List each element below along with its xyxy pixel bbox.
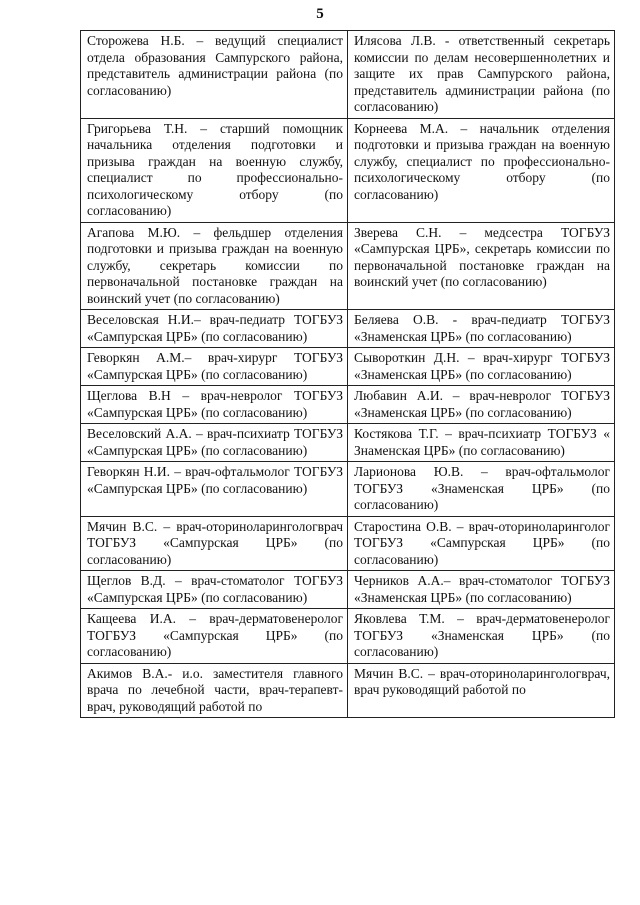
member-cell-reserve: Илясова Л.В. - ответственный секретарь комиссии по делам несовершеннолетних и защите их прав Сампурского района, представитель администрации района (по согласованию): [348, 31, 615, 119]
table-row: [81, 310, 615, 348]
member-cell-primary: Агапова М.Ю. – фельдшер отделения подготовки и призыва граждан на военную службу, секретарь комиссии по первоначальной постановке граждан на воинский учет (по согласованию): [81, 222, 348, 310]
member-cell-reserve: Яковлева Т.М. – врач-дерматовенеролог ТОГБУЗ «Знаменская ЦРБ» (по согласованию): [348, 609, 615, 664]
table-row: [81, 386, 615, 424]
table-row: [81, 609, 615, 664]
table-row: [81, 663, 615, 718]
table-row: [81, 571, 615, 609]
member-cell-primary: Щеглова В.Н – врач-невролог ТОГБУЗ «Сампурская ЦРБ» (по согласованию): [81, 386, 348, 424]
member-cell-reserve: Корнеева М.А. – начальник отделения подготовки и призыва граждан на военную службу, специалист по профессионально-психологическому отбору (по согласованию): [348, 118, 615, 222]
commission-members-table: [80, 30, 615, 718]
member-cell-primary: Сторожева Н.Б. – ведущий специалист отдела образования Сампурского района, представитель администрации района (по согласованию): [81, 31, 348, 119]
member-cell-primary: Щеглов В.Д. – врач-стоматолог ТОГБУЗ «Сампурская ЦРБ» (по согласованию): [81, 571, 348, 609]
member-cell-primary: Кащеева И.А. – врач-дерматовенеролог ТОГБУЗ «Сампурская ЦРБ» (по согласованию): [81, 609, 348, 664]
member-cell-reserve: Ларионова Ю.В. – врач-офтальмолог ТОГБУЗ «Знаменская ЦРБ» (по согласованию): [348, 462, 615, 517]
table-row: [81, 424, 615, 462]
table-row: [81, 31, 615, 119]
member-cell-primary: Акимов В.А.- и.о. заместителя главного врача по лечебной части, врач-терапевт-врач, руководящий работой по: [81, 663, 348, 718]
member-cell-primary: Мячин В.С. – врач-оториноларингологврач ТОГБУЗ «Сампурская ЦРБ» (по согласованию): [81, 516, 348, 571]
member-cell-primary: Геворкян Н.И. – врач-офтальмолог ТОГБУЗ «Сампурская ЦРБ» (по согласованию): [81, 462, 348, 517]
member-cell-primary: Геворкян А.М.– врач-хирург ТОГБУЗ «Сампурская ЦРБ» (по согласованию): [81, 348, 348, 386]
member-cell-primary: Григорьева Т.Н. – старший помощник начальника отделения подготовки и призыва граждан на военную службу, специалист по профессионально-психологическому отбору (по согласованию): [81, 118, 348, 222]
member-cell-reserve: Любавин А.И. – врач-невролог ТОГБУЗ «Знаменская ЦРБ» (по согласованию): [348, 386, 615, 424]
member-cell-primary: Веселовская Н.И.– врач-педиатр ТОГБУЗ «Сампурская ЦРБ» (по согласованию): [81, 310, 348, 348]
table-row: [81, 462, 615, 517]
member-cell-reserve: Черников А.А.– врач-стоматолог ТОГБУЗ «Знаменская ЦРБ» (по согласованию): [348, 571, 615, 609]
member-cell-reserve: Зверева С.Н. – медсестра ТОГБУЗ «Сампурская ЦРБ», секретарь комиссии по первоначальной постановке граждан на воинский учет (по согласованию): [348, 222, 615, 310]
member-cell-reserve: Беляева О.В. - врач-педиатр ТОГБУЗ «Знаменская ЦРБ» (по согласованию): [348, 310, 615, 348]
table-row: [81, 118, 615, 222]
member-cell-reserve: Костякова Т.Г. – врач-психиатр ТОГБУЗ « Знаменская ЦРБ» (по согласованию): [348, 424, 615, 462]
member-cell-reserve: Сывороткин Д.Н. – врач-хирург ТОГБУЗ «Знаменская ЦРБ» (по согласованию): [348, 348, 615, 386]
table-row: [81, 516, 615, 571]
page-number: 5: [316, 6, 324, 22]
member-cell-reserve: Мячин В.С. – врач-оториноларингологврач, врач руководящий работой по: [348, 663, 615, 718]
table-row: [81, 222, 615, 310]
table-row: [81, 348, 615, 386]
member-cell-reserve: Старостина О.В. – врач-оториноларинголог ТОГБУЗ «Сампурская ЦРБ» (по согласованию): [348, 516, 615, 571]
member-cell-primary: Веселовский А.А. – врач-психиатр ТОГБУЗ «Сампурская ЦРБ» (по согласованию): [81, 424, 348, 462]
